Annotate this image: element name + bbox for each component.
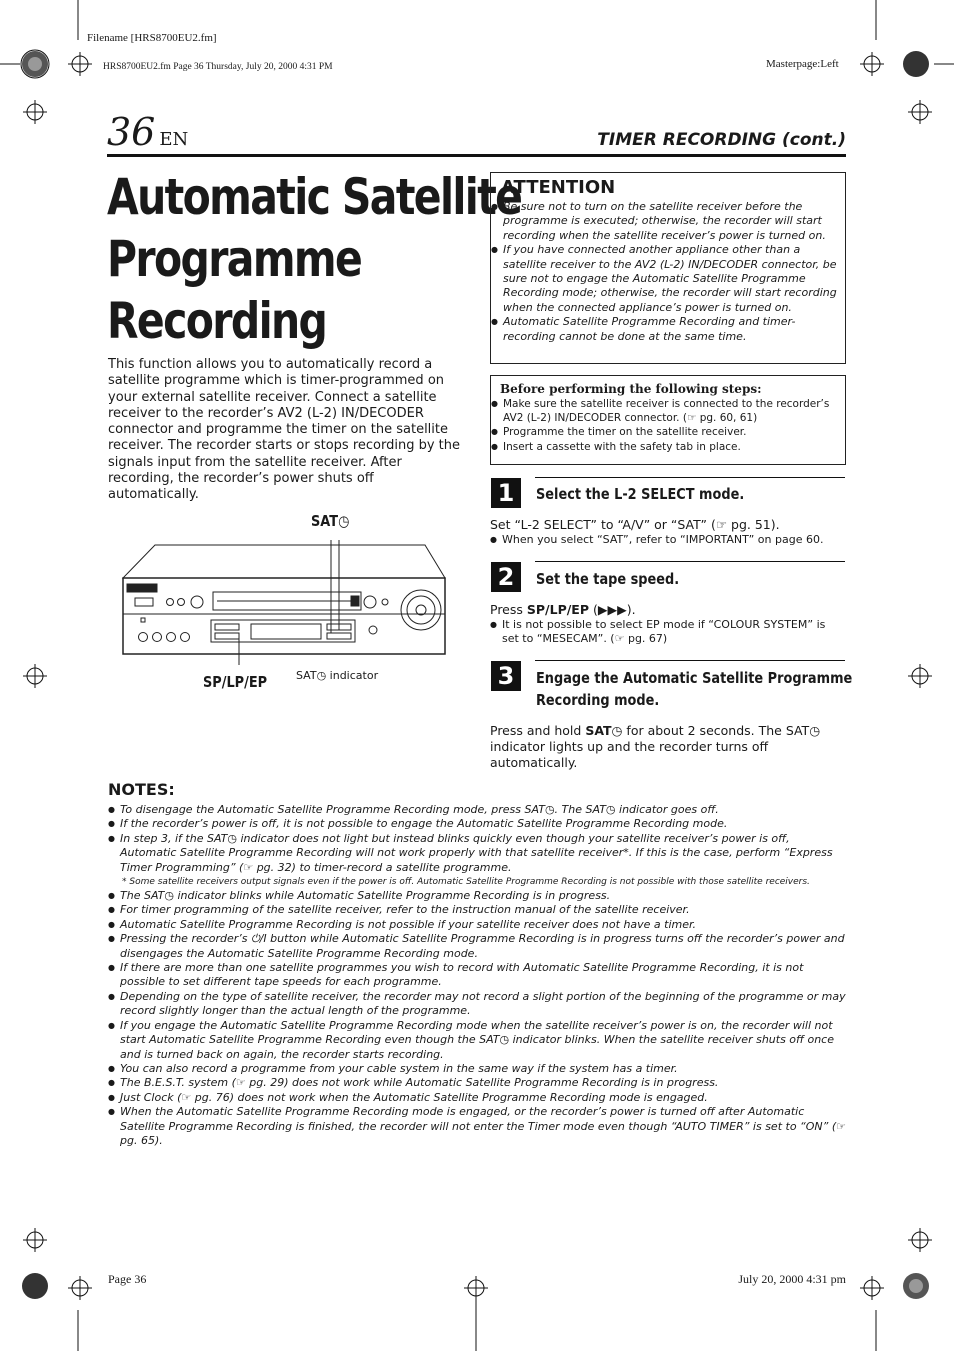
attention-item: ● Be sure not to turn on the satellite receiver before the programme is executed; otherwise, the recorder will start recording when the satellite receiver’s power is turned on. [491, 200, 845, 243]
note-footnote: * Some satellite receivers output signals even if the power is off. Automatic Satellite Programme Recording is not possible with those satellite receivers. [122, 877, 810, 888]
notes-list [108, 803, 848, 875]
before-steps-item: ● Make sure the satellite receiver is connected to the recorder’s AV2 (L-2) IN/DECODER connector. (☞ pg. 60, 61) [491, 397, 845, 425]
title-line: Recording [107, 292, 327, 350]
button-name: SP/LP/EP [526, 602, 589, 617]
attention-item: ● If you have connected another appliance other than a satellite receiver to the AV2 (L-2) IN/DECODER connector, be sure not to engage the Automatic Satellite Programme Recording mode; otherwise, the recorder will start recording when the connected appliance’s power is turned on. [491, 243, 845, 315]
step-title-line: Recording mode. [536, 691, 660, 709]
step-text: Set “L-2 SELECT” to “A/V” or “SAT” (☞ pg. 51). [490, 517, 780, 532]
step-note-list [490, 618, 842, 647]
section-title: TIMER RECORDING (cont.) [597, 130, 846, 150]
step-note: ● When you select “SAT”, refer to “IMPORTANT” on page 60. [490, 533, 842, 547]
page-number-value: 36 [107, 110, 156, 154]
note-item: ● The SAT◷ indicator blinks while Automatic Satellite Programme Recording is in progress. [108, 889, 848, 903]
note-item: ● When the Automatic Satellite Programme Recording mode is engaged, or the recorder’s power is turned off after Automatic Satellite Programme Recording is finished, the recorder will not enter the Timer mode even though “AUTO TIMER” is set to “ON” (☞ pg. 65). [108, 1105, 848, 1148]
before-steps-item: ● Programme the timer on the satellite receiver. [491, 425, 845, 439]
step-title [536, 667, 852, 711]
note-item: ● You can also record a programme from your cable system in the same way if the system has a timer. [108, 1062, 848, 1076]
before-steps-box [490, 375, 846, 465]
footer-date: July 20, 2000 4:31 pm [738, 1272, 846, 1286]
note-item: ● If the recorder’s power is off, it is not possible to engage the Automatic Satellite Programme Recording mode. [108, 817, 848, 831]
step-text-suffix: for about 2 seconds. The SAT◷ indicator lights up and the recorder turns off automatically. [490, 723, 821, 770]
before-steps-title: Before performing the following steps: [500, 382, 762, 396]
sat-indicator-label: SAT◷ indicator [296, 669, 379, 682]
title-line: Programme [107, 230, 362, 288]
note-item: ● To disengage the Automatic Satellite Programme Recording mode, press SAT◷. The SAT◷ indicator goes off. [108, 803, 848, 817]
page-number [107, 112, 188, 160]
attention-box [490, 172, 846, 364]
step-rule [535, 660, 845, 661]
step-body [490, 602, 842, 647]
attention-title: ATTENTION [501, 177, 616, 198]
filename-label: Filename [HRS8700EU2.fm] [87, 32, 217, 44]
masterpage-label: Masterpage:Left [766, 58, 839, 70]
step-body [490, 517, 842, 547]
step-text [490, 602, 842, 618]
note-item: ● In step 3, if the SAT◷ indicator does not light but instead blinks quickly even though your satellite receiver’s power is off, Automatic Satellite Programme Recording will not work properly with that satellite receiver*. If this is the case, perform “Express Timer Programming” (☞ pg. 32) to timer-record a satellite programme. [108, 832, 848, 875]
notes-section [108, 803, 848, 1148]
step-number: 1 [491, 478, 521, 508]
note-item: ● Depending on the type of satellite receiver, the recorder may not record a slight portion of the beginning of the programme or may record slightly longer than the actual length of the programme. [108, 990, 848, 1019]
step-text-prefix: Press [490, 602, 527, 617]
step-title-line: Engage the Automatic Satellite Programme [536, 669, 853, 687]
file-info-label: HRS8700EU2.fm Page 36 Thursday, July 20, 2000 4:31 PM [103, 62, 333, 72]
step-text-suffix: (▶▶▶). [589, 602, 636, 617]
before-steps-list [491, 397, 845, 454]
page-title [107, 166, 522, 352]
button-name: SAT◷ [585, 723, 623, 738]
step-title: Set the tape speed. [536, 570, 680, 588]
note-item: ● The B.E.S.T. system (☞ pg. 29) does not work while Automatic Satellite Programme Recording is in progress. [108, 1076, 848, 1090]
notes-title: NOTES: [108, 780, 175, 799]
header-rule [107, 154, 846, 157]
step-title: Select the L-2 SELECT mode. [536, 485, 745, 503]
note-item: ● Pressing the recorder’s ⏻/I button while Automatic Satellite Programme Recording is in progress turns off the recorder’s power and disengages the Automatic Satellite Programme Recording mode. [108, 932, 848, 961]
sat-button-label: SAT◷ [311, 512, 350, 530]
step-rule [535, 477, 845, 478]
note-item: ● If you engage the Automatic Satellite Programme Recording mode when the satellite receiver’s power is on, the recorder will not start Automatic Satellite Programme Recording even though the SAT◷ indicator blinks. When the satellite receiver shuts off once and is turned back on again, the recorder starts recording. [108, 1019, 848, 1062]
language-code: EN [159, 129, 189, 150]
note-item: ● If there are more than one satellite programmes you wish to record with Automatic Satellite Programme Recording, it is not possible to set different tape speeds for each programme. [108, 961, 848, 990]
step-number: 2 [491, 562, 521, 592]
vcr-illustration [115, 540, 460, 665]
step-body [490, 723, 842, 771]
footer-page: Page 36 [108, 1272, 147, 1286]
title-line: Automatic Satellite [107, 168, 522, 226]
step-text [490, 723, 842, 771]
attention-item: ● Automatic Satellite Programme Recording and timer-recording cannot be done at the same time. [491, 315, 845, 344]
step-rule [535, 561, 845, 562]
before-steps-item: ● Insert a cassette with the safety tab in place. [491, 440, 845, 454]
note-item: ● Automatic Satellite Programme Recording is not possible if your satellite receiver does not have a timer. [108, 918, 848, 932]
step-text-prefix: Press and hold [490, 723, 586, 738]
splpep-button-label: SP/LP/EP [203, 673, 268, 691]
attention-list [491, 200, 845, 344]
step-number: 3 [491, 661, 521, 691]
step-note-list [490, 533, 842, 547]
intro-paragraph: This function allows you to automatically record a satellite programme which is timer-programmed on your external satellite receiver. Connect a satellite receiver to the recorder’s AV2 (L-2) IN/DECODER connector and programme the timer on the satellite receiver. The recorder starts or stops recording by the signals input from the satellite receiver. After recording, the recorder’s power shuts off automatically. [108, 357, 461, 503]
note-item: ● For timer programming of the satellite receiver, refer to the instruction manual of the satellite receiver. [108, 903, 848, 917]
step-note: ● It is not possible to select EP mode if “COLOUR SYSTEM” is set to “MESECAM”. (☞ pg. 67) [490, 618, 842, 647]
notes-list [108, 889, 848, 1148]
note-item: ● Just Clock (☞ pg. 76) does not work when the Automatic Satellite Programme Recording mode is engaged. [108, 1091, 848, 1105]
